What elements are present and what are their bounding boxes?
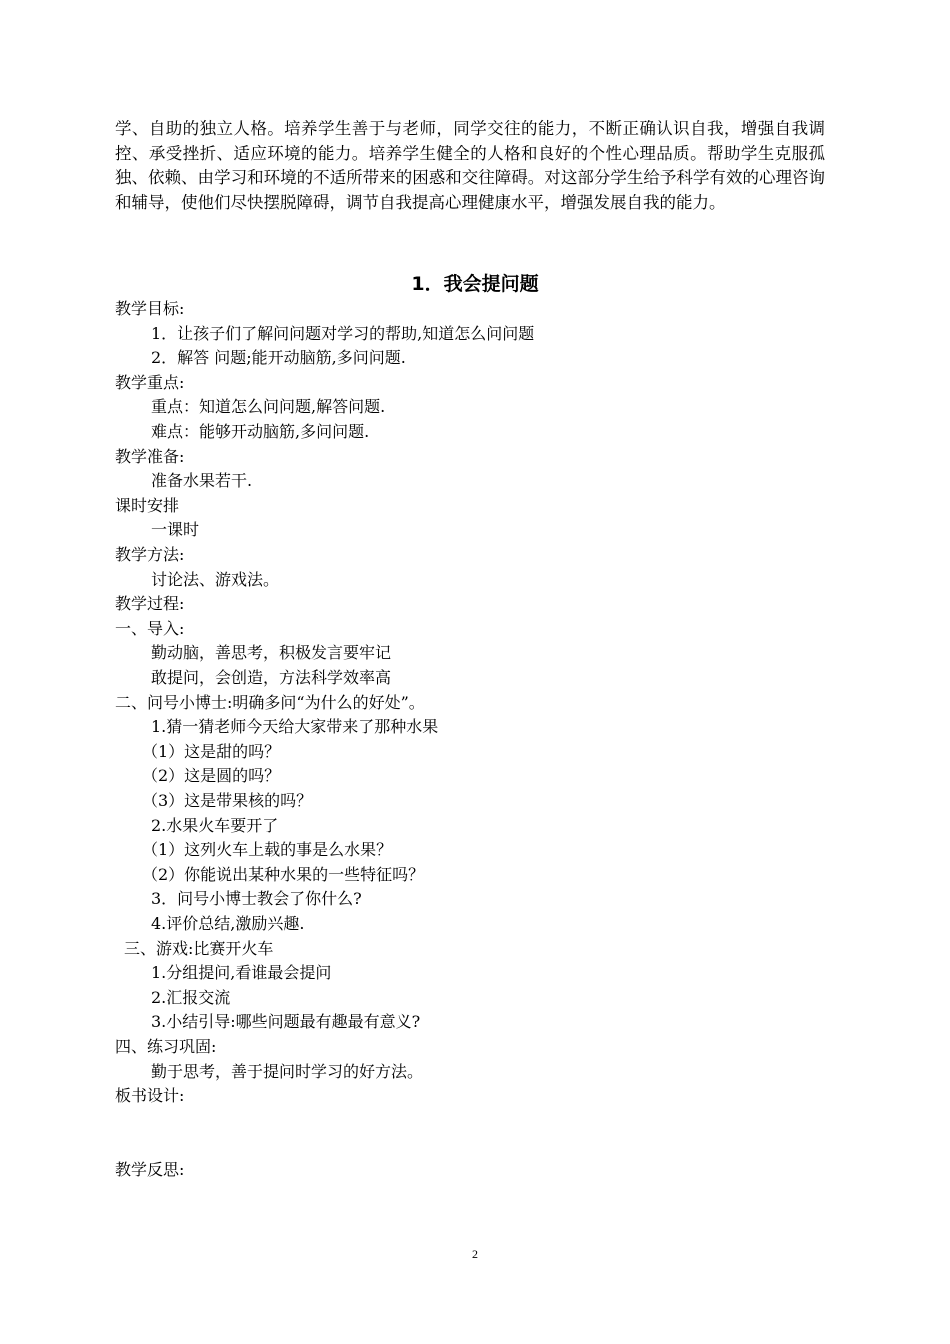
- body-line: 板书设计:: [115, 1086, 185, 1106]
- body-line: 敢提问，会创造，方法科学效率高: [151, 668, 392, 687]
- body-line: 教学目标:: [115, 299, 185, 318]
- body-line: 三、游戏:比赛开火车: [124, 938, 274, 958]
- body-line: 教学反思:: [115, 1160, 185, 1179]
- body-line: 教学重点:: [115, 372, 185, 392]
- lesson-title: 1．我会提问题: [411, 273, 539, 295]
- body-line: 教学准备:: [115, 446, 185, 466]
- body-line: 讨论法、游戏法。: [151, 569, 280, 589]
- body-line: 一、导入:: [115, 618, 185, 638]
- body-line: 勤动脑，善思考，积极发言要牢记: [151, 643, 392, 663]
- body-line: 2.汇报交流: [151, 987, 231, 1007]
- body-line: （1）这列火车上载的事是么水果？: [142, 840, 393, 860]
- body-line: 2．解答 问题;能开动脑筋,多问问题.: [151, 348, 406, 368]
- body-line: 勤于思考，善于提问时学习的好方法。: [151, 1061, 424, 1081]
- body-line: 3．问号小博士教会了你什么?: [151, 889, 362, 909]
- body-line: 3.小结引导:哪些问题最有趣最有意义?: [151, 1012, 421, 1032]
- body-line: 2.水果火车要开了: [151, 815, 279, 835]
- body-line: 难点：能够开动脑筋,多问问题.: [151, 422, 370, 441]
- intro-paragraph: [115, 117, 825, 215]
- body-line: 二、问号小博士:明确多问“为什么的好处”。: [115, 692, 425, 712]
- body-line: 四、练习巩固:: [115, 1037, 217, 1056]
- body-line: 1．让孩子们了解问问题对学习的帮助,知道怎么问问题: [151, 323, 535, 343]
- intro-text: 学、自助的独立人格。培养学生善于与老师，同学交往的能力，不断正确认识自我，增强自我调控、承受挫折、适应环境的能力。培养学生健全的人格和良好的个性心理品质。帮助学生克服孤独、依赖、由学习和环境的不适所带来的困惑和交往障碍。对这部分学生给予科学有效的心理咨询和辅导，使他们尽快摆脱障碍，调节自我提高心理健康水平，增强发展自我的能力。: [115, 119, 825, 212]
- body-line: 教学过程:: [115, 594, 185, 614]
- body-line: 重点：知道怎么问问题,解答问题.: [151, 397, 386, 417]
- body-line: 课时安排: [115, 495, 180, 515]
- body-line: （3）这是带果核的吗？: [142, 791, 313, 810]
- body-line: （2）这是圆的吗？: [142, 766, 281, 786]
- body-line: 教学方法:: [115, 545, 185, 564]
- body-line: （2）你能说出某种水果的一些特征吗？: [142, 864, 425, 884]
- body-line: （1）这是甜的吗？: [142, 741, 281, 761]
- body-line: 准备水果若干.: [151, 471, 253, 491]
- body-line: 1.猜一猜老师今天给大家带来了那种水果: [151, 717, 439, 737]
- body-line: 4.评价总结,激励兴趣.: [151, 914, 305, 933]
- body-line: 一课时: [151, 520, 200, 540]
- page-number: 2: [472, 1247, 478, 1261]
- body-line: 1.分组提问,看谁最会提问: [151, 963, 332, 983]
